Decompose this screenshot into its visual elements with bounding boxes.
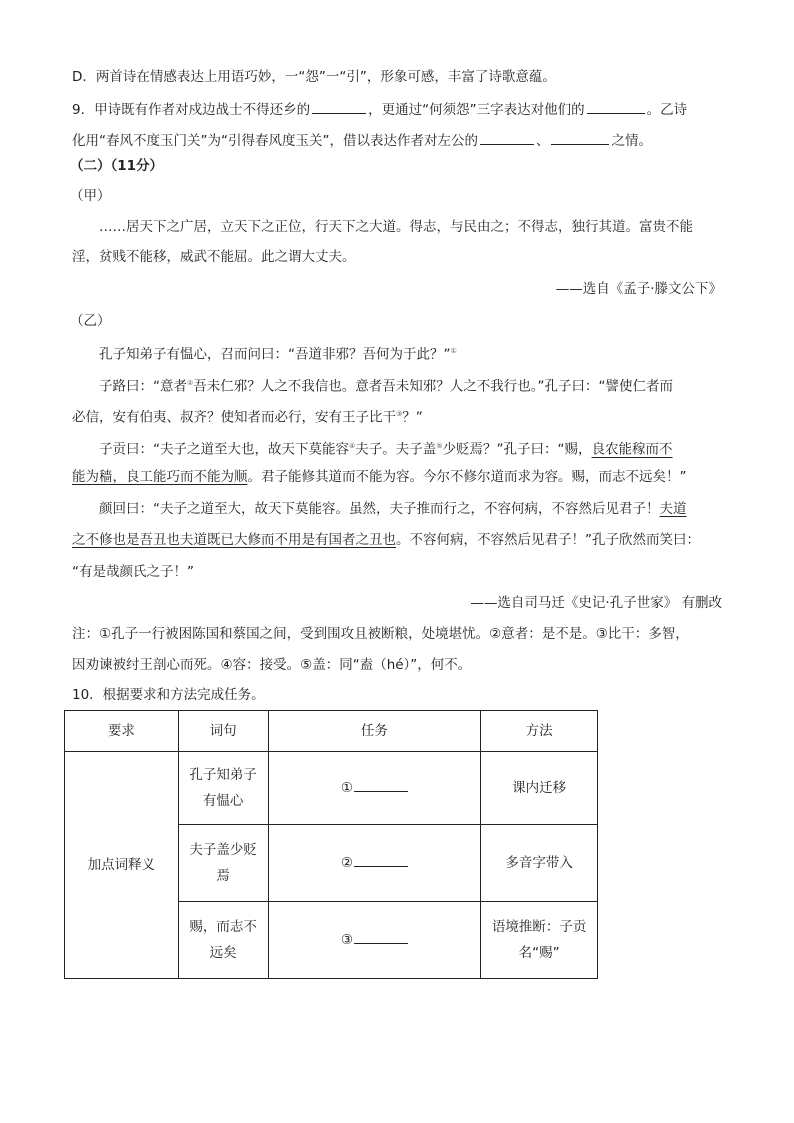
passage-jia-line-2: 淫，贫贱不能移，威武不能屈。此之谓大丈夫。 — [72, 249, 356, 265]
answer-blank[interactable] — [354, 852, 408, 867]
method-cell: 语境推断：子贡 名“赐” — [481, 902, 598, 979]
table-header: 要求 — [65, 711, 179, 752]
passage-yi-p1: 孔子知弟子有愠心，召而问曰：“吾道非邪？吾何为于此？”① — [99, 346, 457, 363]
underlined-sentence: 能为穑，良工能巧而不能为顺 — [72, 469, 248, 485]
passage-yi-source: ——选自司马迁《史记·孔子世家》 有删改 — [470, 595, 722, 611]
answer-blank[interactable] — [354, 777, 408, 792]
phrase-cell: 孔子知弟子 有愠心 — [178, 752, 268, 825]
notes-line-1: 注：①孔子一行被困陈国和蔡国之间，受到围攻且被断粮，处境堪忧。②意者：是不是。③比干：多智， — [72, 626, 689, 642]
q8-option-d: D．两首诗在情感表达上用语巧妙，一“怨”一“引”，形象可感，丰富了诗歌意蕴。 — [72, 69, 556, 85]
passage-yi-p3-line-1: 子贡曰：“夫子之道至大也，故天下莫能容④夫子。夫子盖⑤少贬焉？”孔子曰：“赐，良农能稼而不 — [99, 441, 673, 458]
passage-jia-line-1: ……居天下之广居，立天下之正位，行天下之大道。得志，与民由之；不得志，独行其道。富贵不能 — [99, 219, 693, 235]
task-table — [64, 710, 598, 979]
phrase-cell: 夫子盖少贬 焉 — [178, 825, 268, 902]
passage-yi-p2-line-2: 必信，安有伯夷、叔齐？使知者而必行，安有王子比干③？” — [72, 409, 423, 426]
passage-yi-p2-line-1: 子路曰：“意者②吾未仁邪？人之不我信也。意者吾未知邪？人之不我行也。”孔子曰：“譬使仁者而 — [99, 378, 674, 395]
task-cell: ① — [268, 752, 481, 825]
table-header: 方法 — [481, 711, 598, 752]
passage-yi-p4-line-1: 颜回曰：“夫子之道至大，故天下莫能容。虽然，夫子推而行之，不容何病，不容然后见君子！夫道 — [99, 501, 687, 517]
q9-line-1: 9．甲诗既有作者对戍边战士不得还乡的 ，更通过“何须怨”三字表达对他们的 。乙诗 — [72, 98, 728, 121]
answer-blank[interactable] — [587, 98, 645, 114]
answer-blank[interactable] — [551, 129, 609, 145]
task-cell: ③ — [268, 902, 481, 979]
passage-jia-label: （甲） — [70, 188, 111, 204]
notes-line-2: 因劝谏被纣王剖心而死。④容：接受。⑤盖：同“盍（hé）”，何不。 — [72, 657, 472, 673]
requirement-cell: 加点词释义 — [65, 752, 179, 979]
underlined-sentence: 夫道 — [659, 501, 687, 517]
q10-prompt: 10．根据要求和方法完成任务。 — [72, 687, 265, 703]
method-cell: 多音字带入 — [481, 825, 598, 902]
table-header-row — [65, 711, 598, 752]
answer-blank[interactable] — [312, 98, 366, 114]
passage-yi-p4-line-2: 之不修也是吾丑也夫道既已大修而不用是有国者之丑也。不容何病，不容然后见君子！”孔子欣然而笑曰： — [72, 532, 700, 548]
section-heading: （二）（11分） — [70, 158, 164, 174]
table-row — [65, 752, 598, 825]
task-cell: ② — [268, 825, 481, 902]
passage-yi-p4-line-3: “有是哉颜氏之子！” — [72, 564, 194, 580]
underlined-sentence: 之不修也是吾丑也夫道既已大修而不用是有国者之丑也 — [72, 532, 396, 548]
phrase-cell: 赐，而志不 远矣 — [178, 902, 268, 979]
passage-yi-p3-line-2: 能为穑，良工能巧而不能为顺。君子能修其道而不能为容。今尔不修尔道而求为容。赐，而志不远矣！” — [72, 469, 687, 485]
method-cell: 课内迁移 — [481, 752, 598, 825]
passage-yi-label: （乙） — [70, 313, 111, 329]
underlined-sentence: 良农能稼而不 — [591, 441, 673, 458]
table-header: 任务 — [268, 711, 481, 752]
table-header: 词句 — [178, 711, 268, 752]
answer-blank[interactable] — [480, 129, 534, 145]
answer-blank[interactable] — [354, 929, 408, 944]
passage-jia-source: ——选自《孟子·滕文公下》 — [555, 281, 722, 297]
q9-line-2: 化用“春风不度玉门关”为“引得春风度玉关”，借以表达作者对左公的 、 之情。 — [72, 129, 728, 152]
